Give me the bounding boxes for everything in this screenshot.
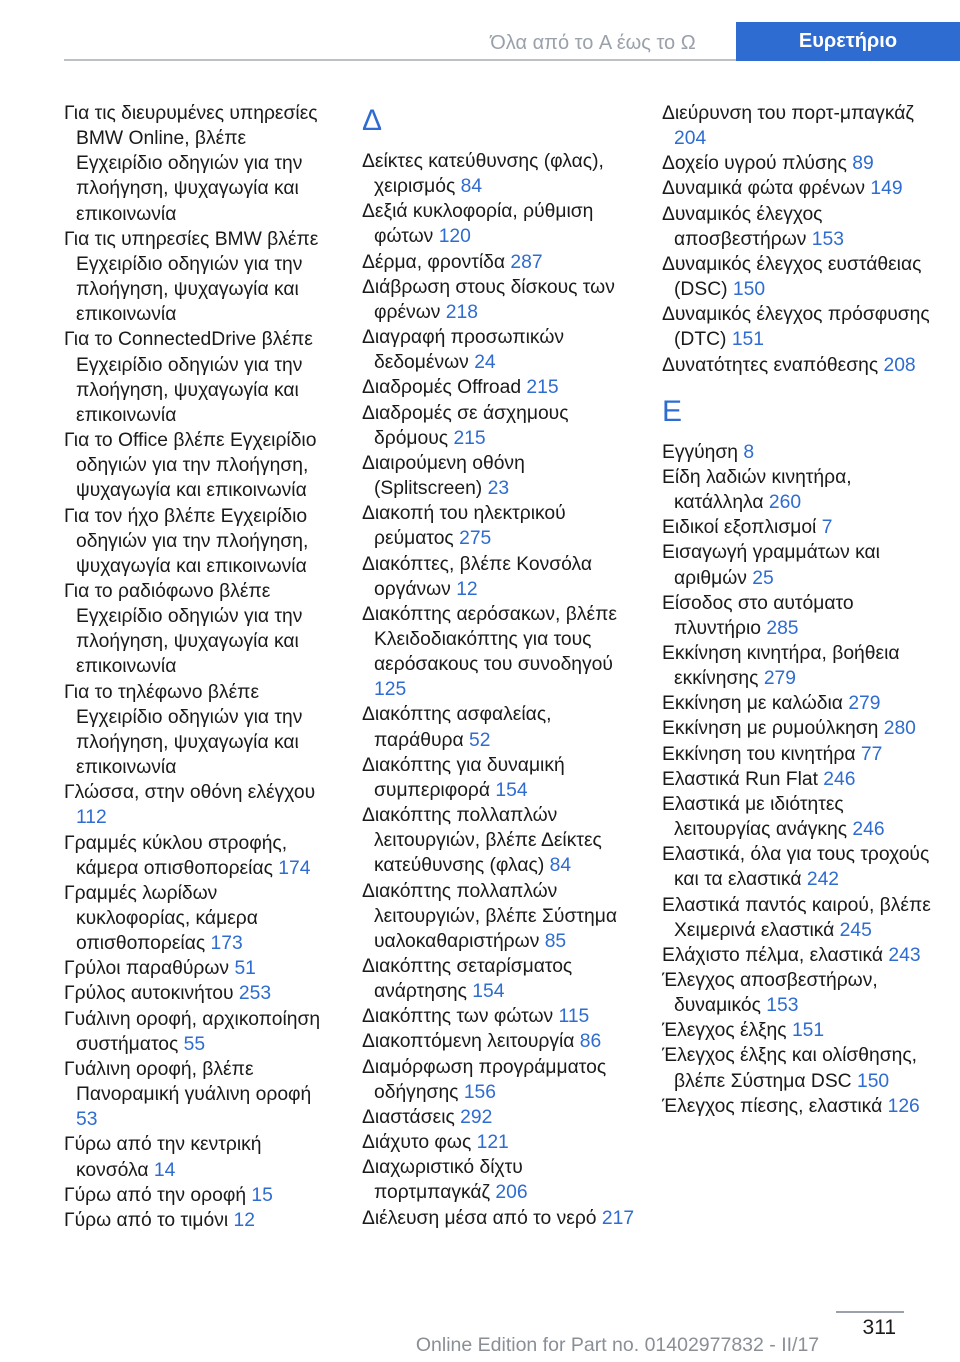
index-entry-text: Γυάλινη οροφή, αρχικοποίηση συστήματος [64, 1008, 321, 1055]
index-entry [362, 275, 636, 325]
index-entry [64, 1132, 336, 1182]
index-entry-text: Γραμμές λωρίδων κυκλοφορίας, κάμερα οπισθοπορείας [64, 882, 258, 955]
index-entry [64, 1007, 336, 1057]
index-entry-text: Για τις υπηρεσίες BMW βλέπε Εγχειρίδιο οδηγιών για την πλοήγηση, ψυχαγωγία και επικοινωνία [64, 228, 319, 326]
index-entry [362, 1029, 636, 1054]
index-entry-text: Δοχείο υγρού πλύσης [662, 153, 847, 175]
index-page-link[interactable]: 154 [495, 779, 528, 801]
index-page-link[interactable]: 84 [549, 855, 572, 877]
index-page-link[interactable]: 112 [76, 807, 107, 829]
index-column-3 [662, 101, 938, 1119]
index-entry [662, 968, 938, 1018]
index-entry [64, 504, 336, 579]
index-entry [64, 1057, 336, 1132]
index-entry [362, 1055, 636, 1105]
index-entry-text: Εκκίνηση του κινητήρα [662, 743, 856, 765]
index-page-link[interactable]: 246 [852, 819, 885, 841]
index-page-link[interactable]: 204 [674, 128, 707, 150]
index-entry [662, 302, 938, 352]
index-entry-text: Δεξιά κυκλοφορία, ρύθμιση φώτων [362, 201, 594, 248]
index-entry-text: Διάχυτο φως [362, 1132, 472, 1154]
index-page-link[interactable]: 243 [888, 944, 921, 966]
index-page-link[interactable]: 208 [883, 354, 916, 376]
index-entry [362, 1155, 636, 1205]
index-entry-text: Διαιρούμενη οθόνη (Splitscreen) [362, 452, 525, 500]
index-column-1 [64, 101, 336, 1233]
index-page-link[interactable]: 287 [510, 251, 543, 273]
index-entry [362, 879, 636, 954]
index-entry [662, 1018, 938, 1043]
index-entry [362, 1206, 636, 1231]
index-entry-text: Ελαστικά με ιδιότητες λειτουργίας ανάγκης [662, 793, 848, 841]
index-entry-text: Για το Office βλέπε Εγχειρίδιο οδηγιών για την πλοήγηση, ψυχαγωγία και επικοινωνία [64, 430, 317, 502]
index-page-link[interactable]: 7 [821, 517, 833, 539]
index-entry-text: Για το ConnectedDrive βλέπε Εγχειρίδιο οδηγιών για την πλοήγηση, ψυχαγωγία και επικοινωνία [64, 329, 313, 426]
index-entry [662, 465, 938, 515]
index-page-link[interactable]: 279 [848, 693, 881, 715]
index-entry-text: Ειδικοί εξοπλισμοί [662, 517, 817, 539]
index-page-link[interactable]: 150 [732, 279, 766, 301]
index-entry-text: Δυνατότητες εναπόθεσης [662, 354, 879, 376]
index-page-link[interactable]: 115 [558, 1006, 590, 1028]
index-entry [362, 199, 636, 249]
index-entry [662, 353, 938, 378]
index-entry [662, 842, 938, 892]
index-entry-text: Για το τηλέφωνο βλέπε Εγχειρίδιο οδηγιών για την πλοήγηση, ψυχαγωγία και επικοινωνία [64, 681, 303, 779]
index-entry [362, 250, 636, 275]
index-entry [662, 767, 938, 792]
index-entry-text: Διακόπτες, βλέπε Κονσόλα οργάνων [362, 553, 593, 600]
index-page-link[interactable]: 260 [768, 492, 802, 514]
index-entry-text: Εκκίνηση με καλώδια [662, 693, 843, 715]
index-page-link[interactable]: 8 [743, 441, 755, 463]
index-page-link[interactable]: 242 [806, 869, 840, 891]
index-entry-text: Διακοπτόμενη λειτουργία [362, 1031, 575, 1053]
index-entry [662, 1043, 938, 1093]
index-entry-text: Ελαστικά Run Flat [662, 768, 818, 790]
index-page-link[interactable]: 151 [731, 329, 764, 351]
index-entry [64, 1208, 336, 1233]
index-page-link[interactable]: 151 [791, 1020, 825, 1042]
index-entry [662, 151, 938, 176]
index-entry-text: Γρύλος αυτοκινήτου [64, 983, 234, 1005]
index-entry [662, 101, 938, 151]
index-page-link[interactable]: 86 [579, 1031, 602, 1053]
index-page-link[interactable]: 149 [870, 178, 903, 200]
index-page-link[interactable]: 125 [374, 679, 407, 701]
index-entry [662, 440, 938, 465]
index-entry-text: Γυάλινη οροφή, βλέπε Πανοραμική γυάλινη οροφή [64, 1058, 312, 1106]
index-entry-text: Δυναμικός έλεγχος ευστάθειας (DSC) [662, 253, 922, 301]
index-page-link[interactable]: 206 [495, 1182, 528, 1204]
index-entry-text: Δυναμικός έλεγχος αποσβεστήρων [662, 203, 823, 250]
index-entry [64, 981, 336, 1006]
index-entry [362, 501, 636, 551]
index-entry-text: Για το ραδιόφωνο βλέπε Εγχειρίδιο οδηγιών για την πλοήγηση, ψυχαγωγία και επικοινωνία [64, 580, 303, 678]
index-entry [662, 252, 938, 302]
index-entry [64, 579, 336, 680]
index-page-link[interactable]: 23 [487, 478, 510, 500]
index-entry-text: Γραμμές κύκλου στροφής, κάμερα οπισθοπορείας [64, 832, 288, 879]
index-page-link[interactable]: 14 [153, 1159, 176, 1181]
index-entry-text: Έλεγχος έλξης [662, 1020, 787, 1042]
index-entry-text: Έλεγχος αποσβεστήρων, δυναμικός [662, 970, 878, 1017]
index-entry-text: Δυναμικός έλεγχος πρόσφυσης (DTC) [662, 304, 930, 351]
index-entry [362, 149, 636, 199]
index-entry [362, 702, 636, 752]
index-entry [662, 691, 938, 716]
index-page-link[interactable]: 154 [472, 981, 505, 1003]
index-entry [362, 375, 636, 400]
index-entry-text: Γρύλοι παραθύρων [64, 958, 230, 980]
index-entry-text: Ελάχιστο πέλμα, ελαστικά [662, 944, 884, 966]
index-page-link[interactable]: 246 [823, 768, 856, 790]
index-page-link[interactable]: 85 [544, 930, 567, 952]
index-entry [64, 831, 336, 881]
index-entry [64, 227, 336, 328]
index-letter-heading: Δ [362, 104, 383, 137]
index-entry-text: Διαχωριστικό δίχτυ πορτμπαγκάζ [362, 1157, 523, 1204]
index-entry [64, 881, 336, 956]
index-page-link[interactable]: 275 [459, 528, 492, 550]
index-entry-text: Διακοπή του ηλεκτρικού ρεύματος [362, 503, 566, 550]
index-page-link[interactable]: 279 [763, 668, 796, 690]
index-page-link[interactable]: 24 [474, 352, 496, 374]
index-page-link[interactable]: 218 [445, 301, 478, 323]
index-entry [362, 552, 636, 602]
index-page-link[interactable]: 120 [438, 226, 471, 248]
index-letter-heading: Ε [662, 394, 683, 428]
index-page-link[interactable]: 253 [238, 983, 272, 1005]
index-entry-text: Εγγύηση [662, 441, 739, 463]
index-entry-text: Ελαστικά, όλα για τους τροχούς και τα ελαστικά [662, 844, 930, 891]
page-number-rule [836, 1311, 904, 1313]
index-entry-text: Διακόπτης ασφαλείας, παράθυρα [362, 704, 552, 751]
index-entry-text: Έλεγχος έλξης και ολίσθησης, βλέπε Σύστημα DSC [662, 1045, 918, 1092]
index-entry-text: Διαστάσεις [362, 1106, 455, 1128]
index-entry [662, 742, 938, 767]
footer-edition: Online Edition for Part no. 01402977832 - II/17 [415, 1334, 820, 1356]
index-entry [362, 325, 636, 375]
index-page-link[interactable]: 285 [766, 617, 799, 639]
index-entry [662, 202, 938, 252]
index-entry [362, 1130, 636, 1155]
index-page-link[interactable]: 25 [752, 567, 774, 589]
index-entry-text: Έλεγχος πίεσης, ελαστικά [662, 1095, 883, 1117]
index-page-link[interactable]: 245 [839, 919, 872, 941]
index-entry [362, 1105, 636, 1130]
index-entry [362, 1004, 636, 1029]
index-entry [64, 956, 336, 981]
index-entry [64, 780, 336, 830]
index-page-link[interactable]: 51 [234, 958, 256, 980]
index-page-link[interactable]: 215 [526, 377, 559, 399]
index-entry [362, 401, 636, 451]
index-entry-text: Διακόπτης για δυναμική συμπεριφορά [362, 754, 565, 801]
index-page-link[interactable]: 121 [476, 1132, 509, 1154]
index-column-2 [362, 101, 636, 1231]
index-page-link[interactable]: 12 [456, 578, 478, 600]
index-entry-text: Δείκτες κατεύθυνσης (φλας), χειρισμός [362, 151, 604, 198]
index-page-link[interactable]: 217 [601, 1207, 635, 1229]
index-page-link[interactable]: 153 [811, 228, 844, 250]
index-entry-text: Δέρμα, φροντίδα [362, 251, 506, 273]
index-entry-text: Διακόπτης των φώτων [362, 1006, 554, 1028]
index-entry-text: Διακόπτης πολλαπλών λειτουργιών, βλέπε Δείκτες κατεύθυνσης (φλας) [362, 805, 602, 877]
index-entry-text: Εκκίνηση κινητήρα, βοήθεια εκκίνησης [662, 642, 900, 690]
index-entry [662, 792, 938, 842]
index-entry-text: Διακόπτης αερόσακων, βλέπε Κλειδοδιακόπτης για τους αερόσακους του συνοδηγού [362, 603, 617, 676]
index-entry [362, 602, 636, 703]
index-entry [362, 451, 636, 501]
index-entry [662, 716, 938, 741]
index-entry-text: Διακόπτης πολλαπλών λειτουργιών, βλέπε Σύστημα υαλοκαθαριστήρων [362, 880, 617, 952]
index-entry [662, 515, 938, 540]
index-entry-text: Είσοδος στο αυτόματο πλυντήριο [662, 592, 854, 639]
index-entry-text: Διεύρυνση του πορτ-μπαγκάζ [662, 103, 914, 124]
index-page-link[interactable]: 156 [463, 1081, 496, 1103]
index-entry [362, 803, 636, 878]
index-entry [64, 680, 336, 781]
index-entry-text: Για τον ήχο βλέπε Εγχειρίδιο οδηγιών για την πλοήγηση, ψυχαγωγία και επικοινωνία [64, 505, 309, 577]
index-entry-text: Για τις διευρυμένες υπηρεσίες BMW Online, βλέπε Εγχειρίδιο οδηγιών για την πλοήγηση, ψυχαγωγία και επικοινωνία [64, 103, 318, 225]
index-entry-text: Διαδρομές σε άσχημους δρόμους [362, 402, 569, 449]
index-entry [662, 893, 938, 943]
index-page-link[interactable]: 215 [453, 427, 486, 449]
index-entry [362, 954, 636, 1004]
index-entry [64, 428, 336, 503]
page-number: 311 [862, 1316, 896, 1339]
index-entry-text: Γύρω από την κεντρική κονσόλα [64, 1134, 262, 1181]
section-gap [662, 378, 938, 392]
index-page-link[interactable]: 150 [856, 1070, 890, 1092]
index-entry-text: Διάβρωση στους δίσκους των φρένων [362, 276, 615, 323]
index-entry [662, 1094, 938, 1119]
index-entry [662, 176, 938, 201]
header-index-tab[interactable]: Ευρετήριο [736, 22, 960, 61]
index-page-link[interactable]: 52 [469, 729, 491, 751]
index-entry [662, 641, 938, 691]
index-page-link[interactable]: 292 [460, 1106, 493, 1128]
index-page-link[interactable]: 153 [766, 995, 799, 1017]
index-entry-text: Διαδρομές Offroad [362, 377, 522, 399]
index-page-link[interactable]: 126 [887, 1095, 920, 1117]
index-entry-text: Δυναμικά φώτα φρένων [662, 178, 866, 200]
index-entry-text: Εισαγωγή γραμμάτων και αριθμών [662, 542, 880, 589]
index-page-link[interactable]: 173 [210, 933, 243, 955]
index-entry-text: Είδη λαδιών κινητήρα, κατάλληλα [662, 466, 852, 514]
index-page-link[interactable]: 77 [860, 743, 883, 765]
index-entry [64, 327, 336, 428]
index-entry [662, 540, 938, 590]
index-entry-text: Διέλευση μέσα από το νερό [362, 1207, 597, 1229]
index-entry [662, 943, 938, 968]
index-page-link[interactable]: 55 [183, 1033, 206, 1055]
index-entry-text: Διαγραφή προσωπικών δεδομένων [362, 327, 565, 374]
index-entry-text: Διακόπτης σεταρίσματος ανάρτησης [362, 956, 573, 1003]
index-entry [64, 1183, 336, 1208]
header-section-title: Όλα από το A έως το Ω [490, 32, 696, 54]
index-entry [662, 591, 938, 641]
index-page-link[interactable]: 15 [251, 1184, 273, 1206]
index-entry-text: Γλώσσα, στην οθόνη ελέγχου [64, 782, 316, 804]
index-entry [64, 101, 336, 227]
index-page-link[interactable]: 89 [852, 153, 874, 175]
index-page-link[interactable]: 174 [278, 857, 311, 879]
index-entry-text: Ελαστικά παντός καιρού, βλέπε Χειμερινά ελαστικά [662, 894, 931, 941]
index-entry-text: Γύρω από την οροφή [64, 1184, 247, 1206]
index-entry-text: Γύρω από το τιμόνι [64, 1209, 229, 1231]
index-page-link[interactable]: 53 [76, 1109, 98, 1131]
index-page-link[interactable]: 12 [233, 1209, 255, 1231]
index-entry-text: Εκκίνηση με ρυμούλκηση [662, 718, 879, 740]
index-entry-text: Διαμόρφωση προγράμματος οδήγησης [362, 1056, 607, 1103]
index-page-link[interactable]: 280 [883, 718, 916, 740]
index-entry [362, 753, 636, 803]
index-page-link[interactable]: 84 [460, 176, 483, 198]
